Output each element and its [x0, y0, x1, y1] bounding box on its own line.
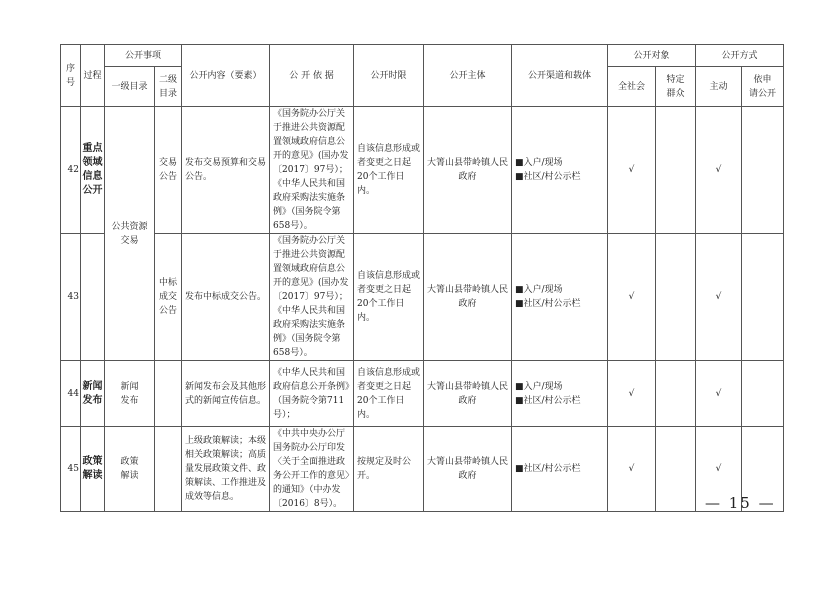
row-public: √ [608, 361, 656, 427]
row-level2: 中标 成交 公告 [155, 234, 182, 361]
row-content: 上级政策解读；本级相关政策解读；高质量发展政策文件、政策解读、工作推进及成效等信息。 [182, 427, 270, 512]
row-process: 新闻 发布 [81, 361, 105, 427]
row-time: 自该信息形成或者变更之日起20个工作日内。 [354, 234, 424, 361]
header-content: 公开内容（要素） [182, 45, 270, 107]
row-active: √ [696, 427, 742, 512]
row-public: √ [608, 107, 656, 234]
row-level1: 政策 解读 [105, 427, 155, 512]
page-number: — 15 — [705, 494, 776, 512]
row-process: 重点 领域 信息 公开 [81, 107, 105, 234]
row-process [81, 234, 105, 361]
header-target: 公开对象 [608, 45, 696, 67]
table-row [61, 107, 784, 234]
row-content: 新闻发布会及其他形式的新闻宣传信息。 [182, 361, 270, 427]
row-seq: 45 [61, 427, 81, 512]
row-time: 自该信息形成或者变更之日起20个工作日内。 [354, 361, 424, 427]
row-apply [742, 234, 784, 361]
row-active: √ [696, 361, 742, 427]
table-row [61, 427, 784, 512]
row-active: √ [696, 107, 742, 234]
row-channel: ■入户/现场 ■社区/村公示栏 [512, 107, 608, 234]
row-level2 [155, 427, 182, 512]
row-specific [656, 107, 696, 234]
table-row [61, 234, 784, 361]
row-level1: 新闻 发布 [105, 361, 155, 427]
row-basis: 《国务院办公厅关于推进公共资源配置领域政府信息公开的意见》(国办发〔2017〕97号）； 《中华人民共和国政府采购法实施条例》（国务院令第658号）。 [270, 107, 354, 234]
header-channel: 公开渠道和载体 [512, 45, 608, 107]
header-process: 过程 [81, 45, 105, 107]
header-seq: 序 号 [61, 45, 81, 107]
row-channel: ■入户/现场 ■社区/村公示栏 [512, 234, 608, 361]
row-basis: 《中华人民共和国政府信息公开条例》（国务院令第711号）； [270, 361, 354, 427]
row-seq: 42 [61, 107, 81, 234]
disclosure-table [60, 44, 784, 512]
row-apply [742, 361, 784, 427]
row-public: √ [608, 427, 656, 512]
header-active: 主动 [696, 67, 742, 107]
header-items: 公开事项 [105, 45, 182, 67]
row-channel: ■社区/村公示栏 [512, 427, 608, 512]
row-content: 发布交易预算和交易公告。 [182, 107, 270, 234]
row-active: √ [696, 234, 742, 361]
row-channel: ■入户/现场 ■社区/村公示栏 [512, 361, 608, 427]
row-specific [656, 361, 696, 427]
header-subject: 公开主体 [424, 45, 512, 107]
row-apply [742, 107, 784, 234]
header-time: 公开时限 [354, 45, 424, 107]
row-time: 按规定及时公开。 [354, 427, 424, 512]
row-specific [656, 427, 696, 512]
row-basis: 《国务院办公厅关于推进公共资源配置领域政府信息公开的意见》(国办发〔2017〕97号）； 《中华人民共和国政府采购法实施条例》（国务院令第658号）。 [270, 234, 354, 361]
table-row [61, 361, 784, 427]
header-basis: 公 开 依 据 [270, 45, 354, 107]
header-method: 公开方式 [696, 45, 784, 67]
row-subject: 大箐山县带岭镇人民政府 [424, 107, 512, 234]
header-specific: 特定 群众 [656, 67, 696, 107]
row-basis: 《中共中央办公厅国务院办公厅印发〈关于全面推进政务公开工作的意见〉的通知》（中办发〔2016〕8号）。 [270, 427, 354, 512]
row-specific [656, 234, 696, 361]
row-level2: 交易 公告 [155, 107, 182, 234]
row-level2 [155, 361, 182, 427]
row-content: 发布中标成交公告。 [182, 234, 270, 361]
header-level2: 二级 目录 [155, 67, 182, 107]
row-seq: 43 [61, 234, 81, 361]
header-apply: 依申 请公开 [742, 67, 784, 107]
header-public: 全社会 [608, 67, 656, 107]
row-level1: 公共资源 交易 [105, 107, 155, 361]
row-subject: 大箐山县带岭镇人民政府 [424, 427, 512, 512]
row-seq: 44 [61, 361, 81, 427]
header-level1: 一级目录 [105, 67, 155, 107]
row-time: 自该信息形成或者变更之日起20个工作日内。 [354, 107, 424, 234]
row-subject: 大箐山县带岭镇人民政府 [424, 361, 512, 427]
row-subject: 大箐山县带岭镇人民政府 [424, 234, 512, 361]
row-public: √ [608, 234, 656, 361]
row-process: 政策 解读 [81, 427, 105, 512]
